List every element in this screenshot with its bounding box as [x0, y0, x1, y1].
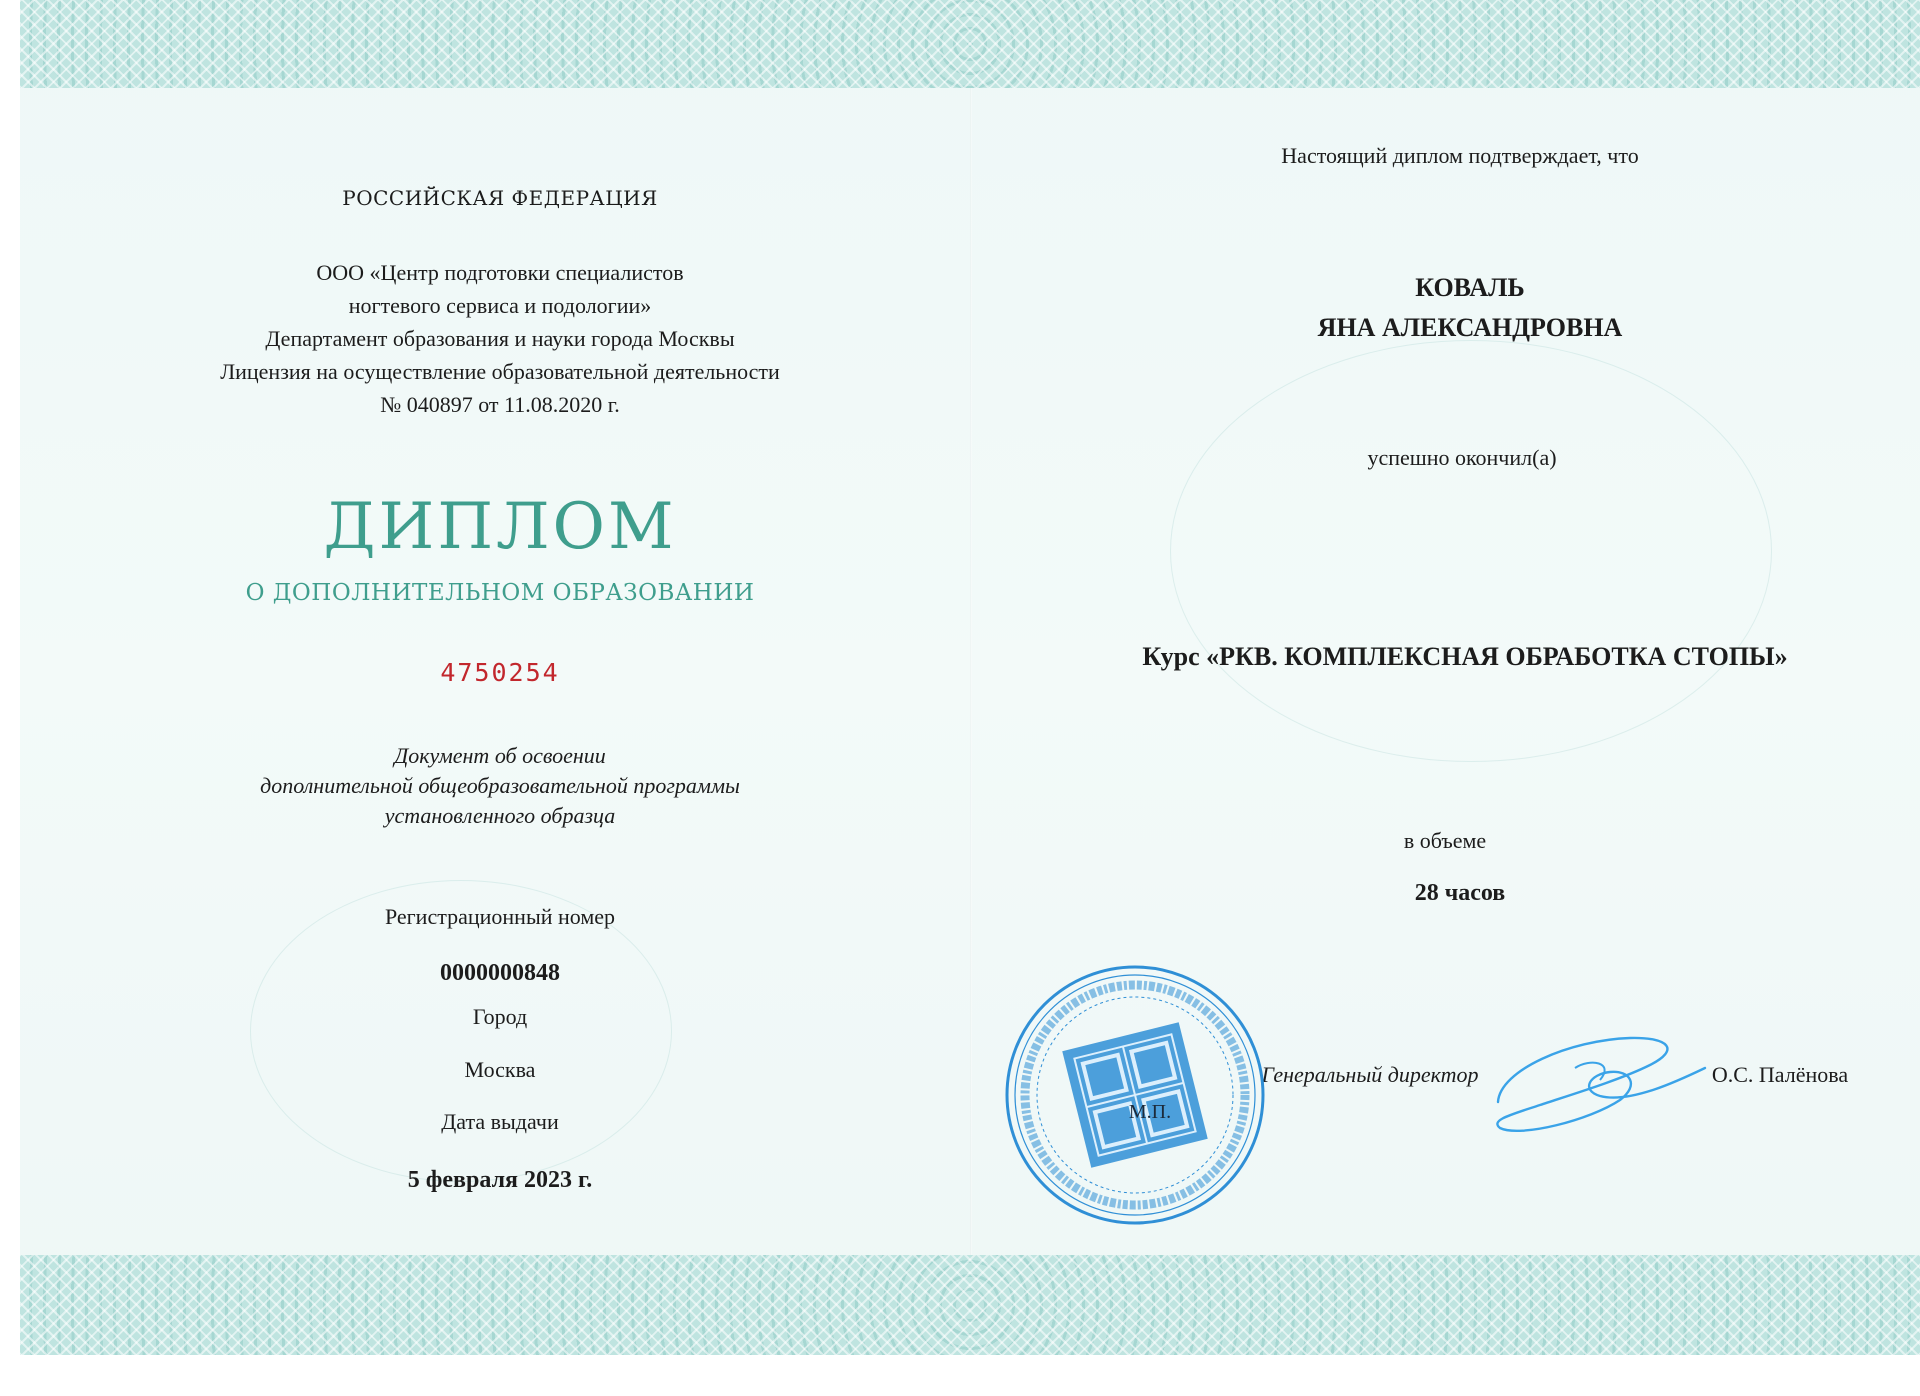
- volume-label: в объеме: [1403, 828, 1487, 853]
- org-name-line-2: ногтевого сервиса и подологии»: [348, 293, 652, 318]
- top-ornament-band: [20, 0, 1920, 88]
- director-name: О.С. Палёнова: [1711, 1062, 1849, 1087]
- serial-number: 4750254: [440, 658, 560, 687]
- completed-text: успешно окончил(а): [1367, 445, 1557, 470]
- document-subtitle: О ДОПОЛНИТЕЛЬНОМ ОБРАЗОВАНИИ: [245, 580, 755, 606]
- description-line-3: установленного образца: [384, 803, 616, 828]
- issue-date-label: Дата выдачи: [441, 1109, 559, 1134]
- description-line-2: дополнительной общеобразовательной программы: [260, 773, 740, 798]
- issue-date: 5 февраля 2023 г.: [407, 1167, 593, 1193]
- city-label: Город: [472, 1004, 528, 1029]
- background-guilloche: [1170, 340, 1772, 762]
- recipient-given-names: ЯНА АЛЕКСАНДРОВНА: [1317, 313, 1623, 342]
- recipient-surname: КОВАЛЬ: [1415, 273, 1525, 302]
- document-title: ДИПЛОМ: [323, 490, 677, 564]
- course-name: Курс «РКВ. КОМПЛЕКСНАЯ ОБРАБОТКА СТОПЫ»: [1142, 642, 1788, 671]
- license-number: № 040897 от 11.08.2020 г.: [380, 392, 620, 417]
- stamp-mp-label: М.П.: [1128, 1101, 1172, 1123]
- center-fold: [970, 88, 972, 1255]
- director-signature: [1480, 1010, 1710, 1140]
- registration-number: 0000000848: [440, 960, 560, 986]
- intro-text: Настоящий диплом подтверждает, что: [1281, 143, 1639, 168]
- description-line-1: Документ об освоении: [394, 743, 606, 768]
- diploma-sheet: [20, 0, 1920, 1355]
- license-line: Лицензия на осуществление образовательной деятельности: [220, 359, 780, 384]
- country-heading: РОССИЙСКАЯ ФЕДЕРАЦИЯ: [342, 186, 658, 210]
- department-line: Департамент образования и науки города Москвы: [265, 326, 735, 351]
- bottom-ornament-band: [20, 1255, 1920, 1355]
- organization-stamp: [1000, 960, 1270, 1230]
- director-title: Генеральный директор: [1261, 1062, 1479, 1087]
- stamp-logo-square: [1062, 1022, 1207, 1167]
- volume-hours: 28 часов: [1414, 880, 1506, 906]
- city-value: Москва: [464, 1057, 536, 1082]
- org-name-line-1: ООО «Центр подготовки специалистов: [316, 260, 684, 285]
- registration-label: Регистрационный номер: [384, 904, 616, 929]
